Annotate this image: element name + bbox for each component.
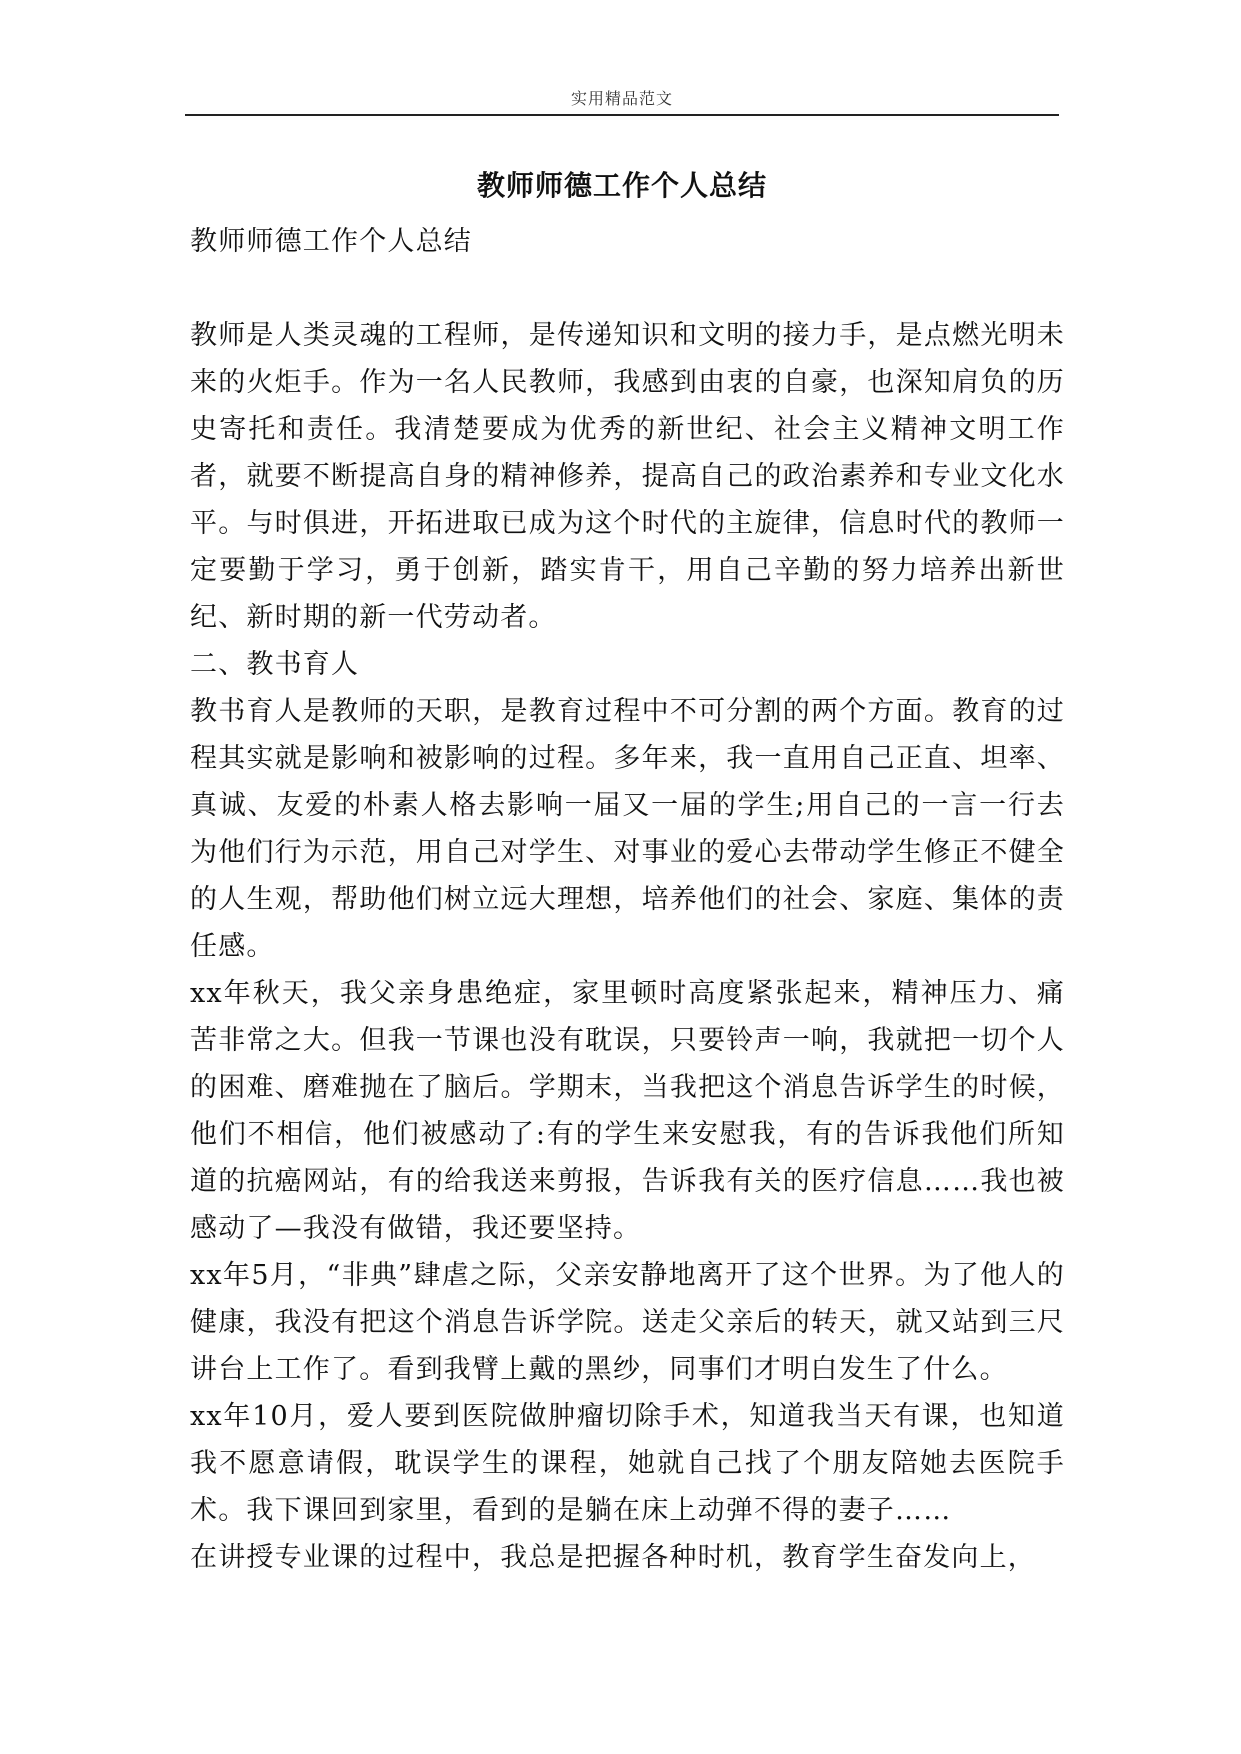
paragraph-intro: 教师是人类灵魂的工程师，是传递知识和文明的接力手，是点燃光明未来的火炬手。作为一名人民教师，我感到由衷的自豪，也深知肩负的历史寄托和责任。我清楚要成为优秀的新世纪、社会主义精神文明工作者，就要不断提高自身的精神修养，提高自己的政治素养和专业文化水平。与时俱进，开拓进取已成为这个时代的主旋律，信息时代的教师一定要勤于学习，勇于创新，踏实肯干，用自己辛勤的努力培养出新世纪、新时期的新一代劳动者。 — [190, 320, 1065, 633]
header-divider — [185, 114, 1059, 116]
document-subtitle: 教师师德工作个人总结 — [190, 226, 472, 257]
paragraph-autumn: xx年秋天，我父亲身患绝症，家里顿时高度紧张起来，精神压力、痛苦非常之大。但我一节课也没有耽误，只要铃声一响，我就把一切个人的困难、磨难抛在了脑后。学期末，当我把这个消息告诉学生的时候，他们不相信，他们被感动了:有的学生来安慰我，有的告诉我他们所知道的抗癌网站，有的给我送来剪报，告诉我有关的医疗信息……我也被感动了—我没有做错，我还要坚持。 — [190, 978, 1065, 1244]
paragraph-lectures: 在讲授专业课的过程中，我总是把握各种时机，教育学生奋发向上， — [190, 1542, 1036, 1573]
page-header: 实用精品范文 — [570, 89, 673, 108]
document-title: 教师师德工作个人总结 — [476, 169, 767, 202]
section-heading: 二、教书育人 — [190, 649, 360, 680]
paragraph-october: xx年10月，爱人要到医院做肿瘤切除手术，知道我当天有课，也知道我不愿意请假，耽误学生的课程，她就自己找了个朋友陪她去医院手术。我下课回到家里，看到的是躺在床上动弹不得的妻子…… — [190, 1401, 1065, 1526]
paragraph-teaching: 教书育人是教师的天职，是教育过程中不可分割的两个方面。教育的过程其实就是影响和被影响的过程。多年来，我一直用自己正直、坦率、真诚、友爱的朴素人格去影响一届又一届的学生;用自己的一言一行去为他们行为示范，用自己对学生、对事业的爱心去带动学生修正不健全的人生观，帮助他们树立远大理想，培养他们的社会、家庭、集体的责任感。 — [190, 696, 1065, 962]
document-body — [190, 218, 1065, 1581]
paragraph-may: xx年5月，“非典”肆虐之际，父亲安静地离开了这个世界。为了他人的健康，我没有把这个消息告诉学院。送走父亲后的转天，就又站到三尺讲台上工作了。看到我臂上戴的黑纱，同事们才明白发生了什么。 — [190, 1260, 1065, 1385]
